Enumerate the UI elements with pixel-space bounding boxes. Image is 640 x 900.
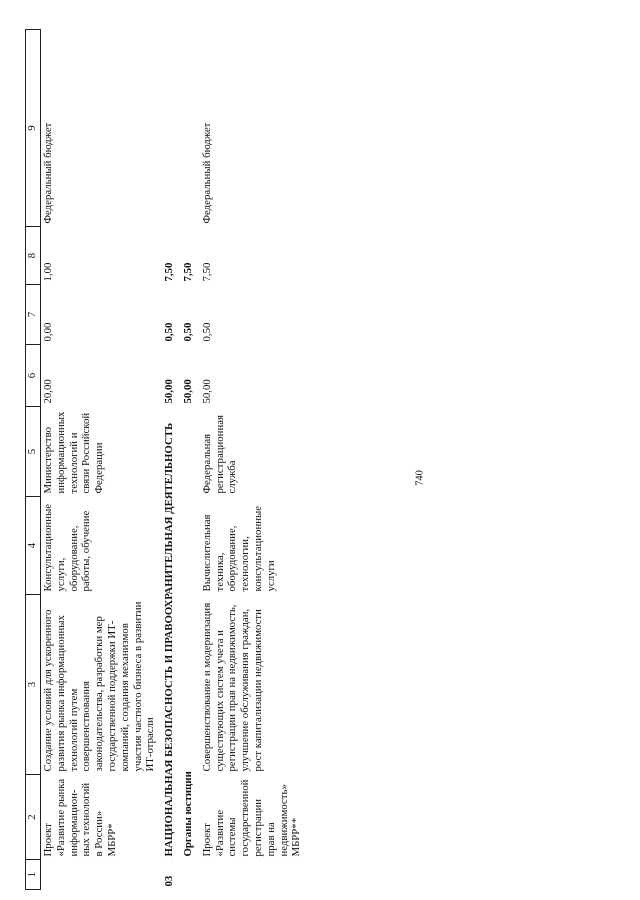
value-col8: 7,50 [181, 262, 194, 282]
table-header-row [26, 30, 41, 890]
project-goal: Создание условий для ускоренного развития рынка информационных технологий путем совершенствования законодательства, разработки мер государственной поддержки ИТ-компаний, создания механизмов участия частного бизнеса в развитии ИТ-отрасли [42, 601, 157, 772]
col-header: 7 [26, 285, 41, 345]
value-col6: 50,00 [163, 379, 176, 404]
col-header: 8 [26, 227, 41, 285]
budget-table [25, 29, 304, 890]
value-col8: 7,50 [200, 262, 213, 282]
value-col8: 1,00 [42, 262, 54, 282]
col-header: 2 [26, 775, 41, 860]
value-col7: 0,00 [42, 322, 54, 342]
table-row [41, 30, 159, 890]
section-title: НАЦИОНАЛЬНАЯ БЕЗОПАСНОСТЬ И ПРАВООХРАНИТЕЛЬНАЯ ДЕЯТЕЛЬНОСТЬ [163, 422, 176, 857]
col-header: 5 [26, 407, 41, 497]
funding-source: Федеральный бюджет [42, 122, 54, 224]
value-col6: 50,00 [200, 379, 213, 404]
col-header: 1 [26, 860, 41, 890]
project-name: Проект «Развитие рынка информационных технологий в России» МБРР* [42, 778, 118, 857]
row-code [196, 860, 304, 890]
project-goal: Совершенствование и модернизация существующих систем учета и регистрации прав на недвижимость, улучшение обслуживания граждан, рост капитализации недвижимости [200, 602, 264, 772]
col-header: 9 [26, 30, 41, 227]
subsection-code [177, 860, 196, 890]
value-col7: 0,50 [181, 322, 194, 342]
section-code: 03 [163, 875, 176, 887]
project-name: Проект «Развитие системы государственной регистрации прав на недвижимость» МБРР** [200, 779, 303, 857]
cost-types: Консультационные услуги, оборудование, работы, обучение [42, 503, 93, 592]
funding-source: Федеральный бюджет [200, 122, 213, 224]
page-number: 740 [414, 470, 426, 486]
cost-types: Вычислительная техника, оборудование, технологии, консультационные услуги [200, 505, 277, 592]
table-row [196, 30, 304, 890]
rotated-table-container [25, 30, 605, 890]
section-row [158, 30, 177, 890]
subsection-row [177, 30, 196, 890]
value-col8: 7,50 [163, 262, 176, 282]
subsection-title: Органы юстиции [181, 771, 194, 857]
col-header: 4 [26, 497, 41, 595]
executor: Федеральная регистрационная служба [200, 415, 239, 494]
value-col7: 0,50 [200, 322, 213, 342]
executor: Министерство информационных технологий и связи Российской Федерации [42, 411, 106, 494]
value-col6: 20,00 [42, 379, 54, 404]
value-col6: 50,00 [181, 379, 194, 404]
col-header: 6 [26, 345, 41, 407]
row-code [41, 860, 159, 890]
value-col7: 0,50 [163, 322, 176, 342]
col-header: 3 [26, 595, 41, 775]
